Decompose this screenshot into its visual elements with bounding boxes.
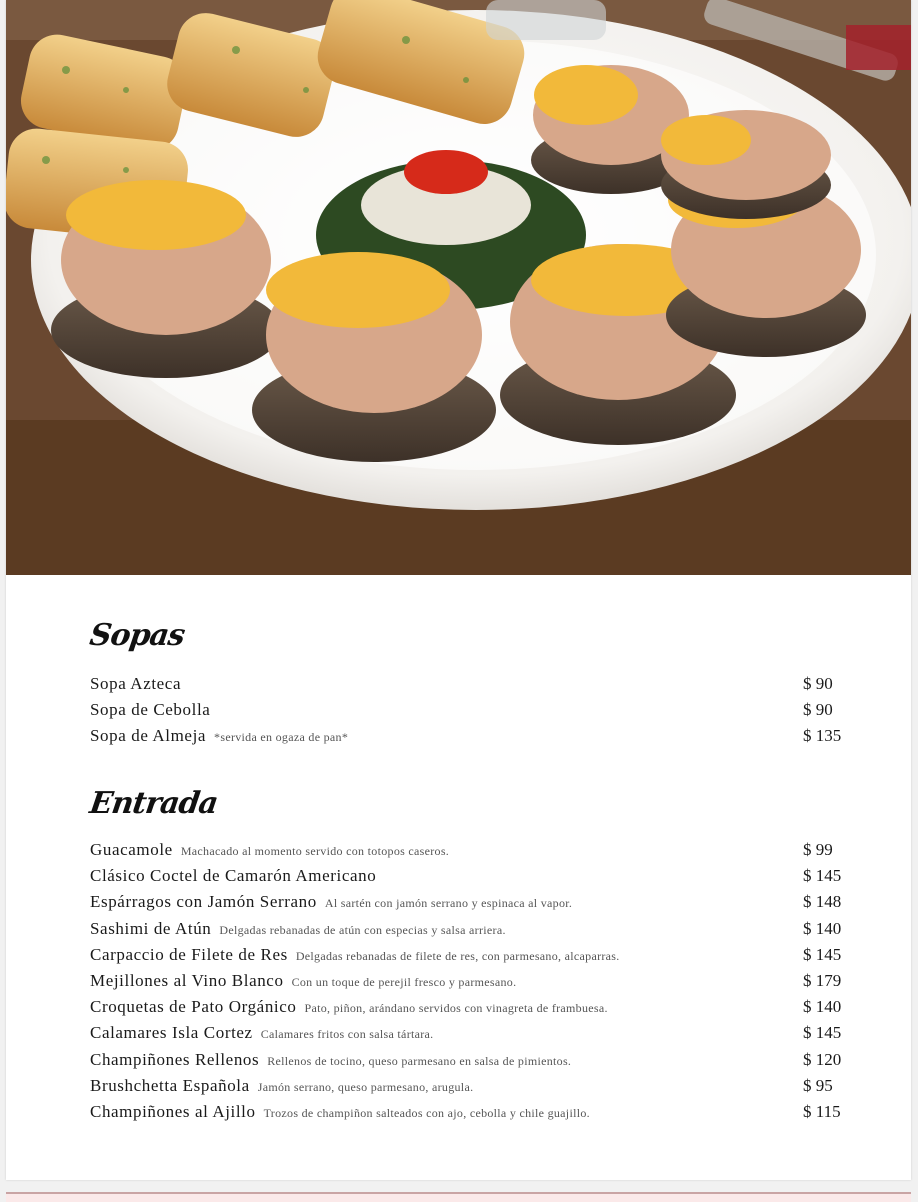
sopas-list [90,674,844,753]
item-price: $ 120 [803,1049,842,1069]
menu-item [90,866,844,892]
item-price: $ 145 [803,866,842,886]
menu-item [90,840,844,866]
item-price: $ 115 [803,1101,841,1121]
menu-item [90,674,844,700]
item-name: Sopa Azteca [90,674,182,693]
item-name: Mejillones al Vino Blanco [90,970,284,990]
item-description: Delgadas rebanadas de atún con especias y salsa arriera. [219,922,506,937]
entrada-list [90,840,844,1128]
item-price: $ 90 [803,700,833,720]
item-name: Calamares Isla Cortez [90,1023,253,1043]
item-price: $ 90 [803,674,833,693]
item-description: Jamón serrano, queso parmesano, arugula. [257,1079,474,1094]
item-name: Espárragos con Jamón Serrano [90,892,317,912]
item-description: Calamares fritos con salsa tártara. [260,1027,434,1042]
item-name: Brushchetta Española [90,1075,250,1095]
item-name: Clásico Coctel de Camarón Americano [90,866,377,886]
menu-item [90,919,844,945]
food-photo [6,0,911,575]
item-name: Champiñones al Ajillo [90,1101,256,1121]
item-name: Guacamole [90,840,173,859]
menu-item [90,1076,844,1102]
menu-item [90,726,844,752]
item-name: Champiñones Rellenos [90,1049,260,1069]
item-name: Carpaccio de Filete de Res [90,944,288,964]
item-price: $ 145 [803,944,842,964]
item-price: $ 179 [803,970,842,990]
menu-item [90,1050,844,1076]
menu-item [90,997,844,1023]
item-name: Sashimi de Atún [90,918,212,938]
item-description: Con un toque de perejil fresco y parmesano. [291,974,517,989]
item-name: Sopa de Almeja [90,726,207,746]
item-price: $ 145 [803,1023,842,1043]
item-description: Rellenos de tocino, queso parmesano en salsa de pimientos. [267,1053,572,1068]
item-price: $ 135 [803,726,842,746]
menu-item [90,945,844,971]
next-page-edge [6,1192,911,1202]
menu-item [90,1102,844,1128]
item-price: $ 99 [803,840,833,859]
menu-page [6,0,911,1180]
item-description: Al sartén con jamón serrano y espinaca al vapor. [324,896,573,911]
item-name: Croquetas de Pato Orgánico [90,997,297,1017]
menu-item [90,892,844,918]
item-description: Machacado al momento servido con totopos caseros. [180,844,450,858]
item-description: Delgadas rebanadas de filete de res, con parmesano, alcaparras. [295,948,620,963]
item-description: *servida en ogaza de pan* [214,730,349,745]
item-price: $ 140 [803,918,842,938]
menu-item [90,971,844,997]
item-description: Trozos de champiñon salteados con ajo, cebolla y chile guajillo. [263,1105,590,1120]
item-description: Pato, piñon, arándano servidos con vinagreta de frambuesa. [304,1001,608,1016]
stuffed-mushrooms-image [6,0,911,575]
item-name: Sopa de Cebolla [90,700,211,720]
menu-item [90,1023,844,1049]
item-price: $ 140 [803,997,842,1017]
section-title-sopas: Sopas [87,618,187,653]
item-price: $ 148 [803,892,842,912]
item-price: $ 95 [803,1075,833,1095]
section-title-entrada: Entrada [87,786,220,821]
menu-item [90,700,844,726]
